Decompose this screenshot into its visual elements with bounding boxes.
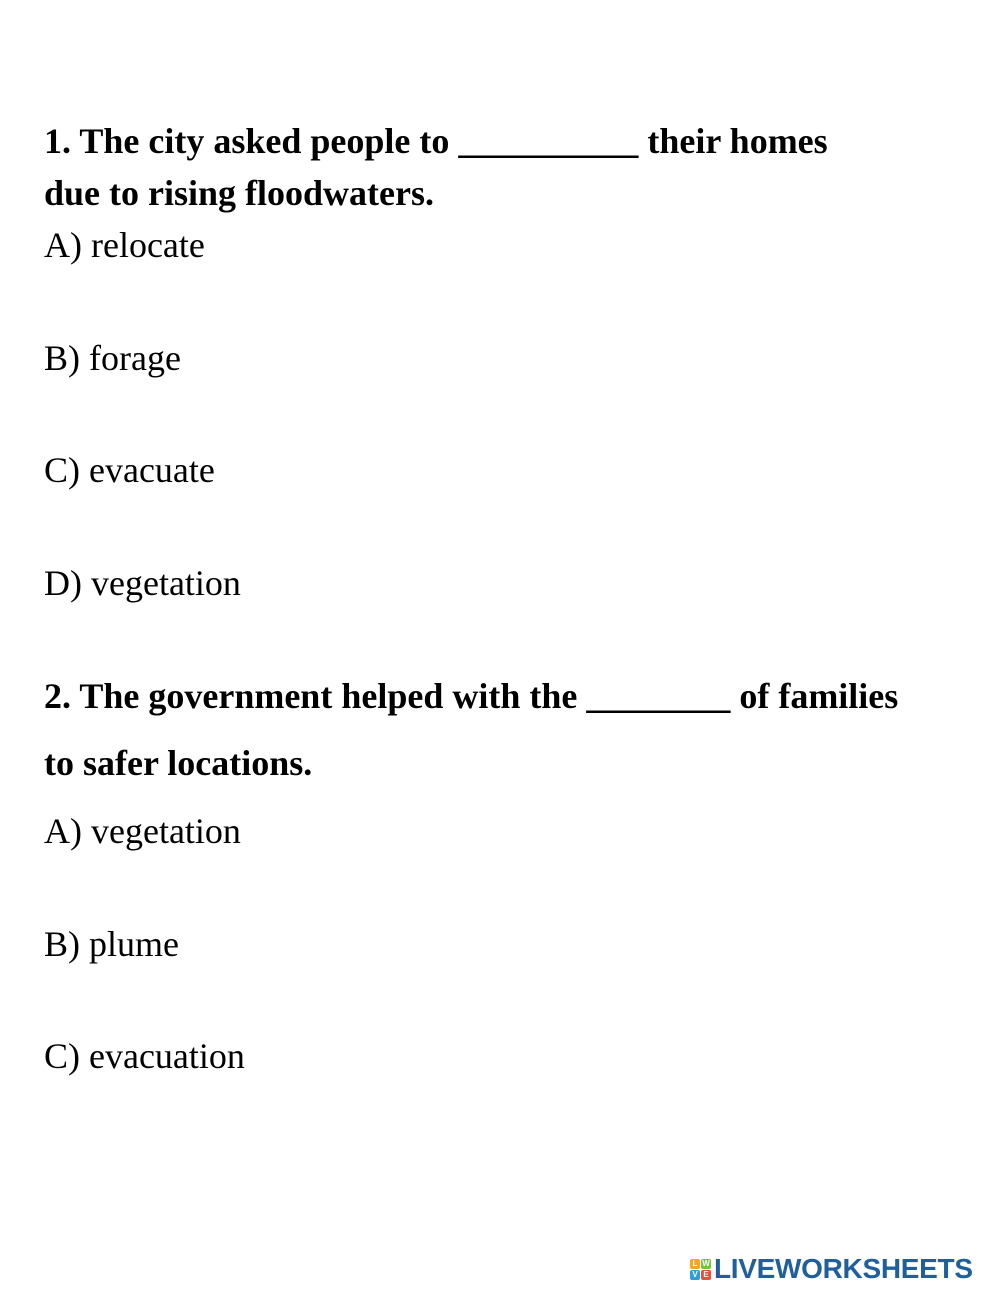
question-1-option-c: C) evacuate (44, 450, 215, 490)
question-1-option-d: D) vegetation (44, 563, 241, 603)
question-1-option-b: B) forage (44, 338, 181, 378)
logo-mark-icon (690, 1259, 711, 1280)
question-1-line-1: 1. The city asked people to __________ their homes (44, 121, 828, 161)
question-2-line-1: 2. The government helped with the ________ of families (44, 676, 899, 716)
logo-text: LIVEWORKSHEETS (714, 1253, 973, 1284)
logo-tile-w: W (702, 1258, 710, 1268)
question-2-option-c: C) evacuation (44, 1036, 245, 1076)
logo-tile-v: V (690, 1270, 700, 1280)
liveworksheets-logo (690, 1252, 973, 1286)
question-2-option-b: B) plume (44, 924, 179, 964)
question-2-line-2: to safer locations. (44, 743, 313, 783)
question-1-line-2: due to rising floodwaters. (44, 173, 434, 213)
question-1-option-a: A) relocate (44, 225, 205, 265)
logo-tile-l: L (690, 1259, 700, 1269)
question-2-option-a: A) vegetation (44, 811, 241, 851)
logo-tile-e: E (701, 1270, 711, 1280)
